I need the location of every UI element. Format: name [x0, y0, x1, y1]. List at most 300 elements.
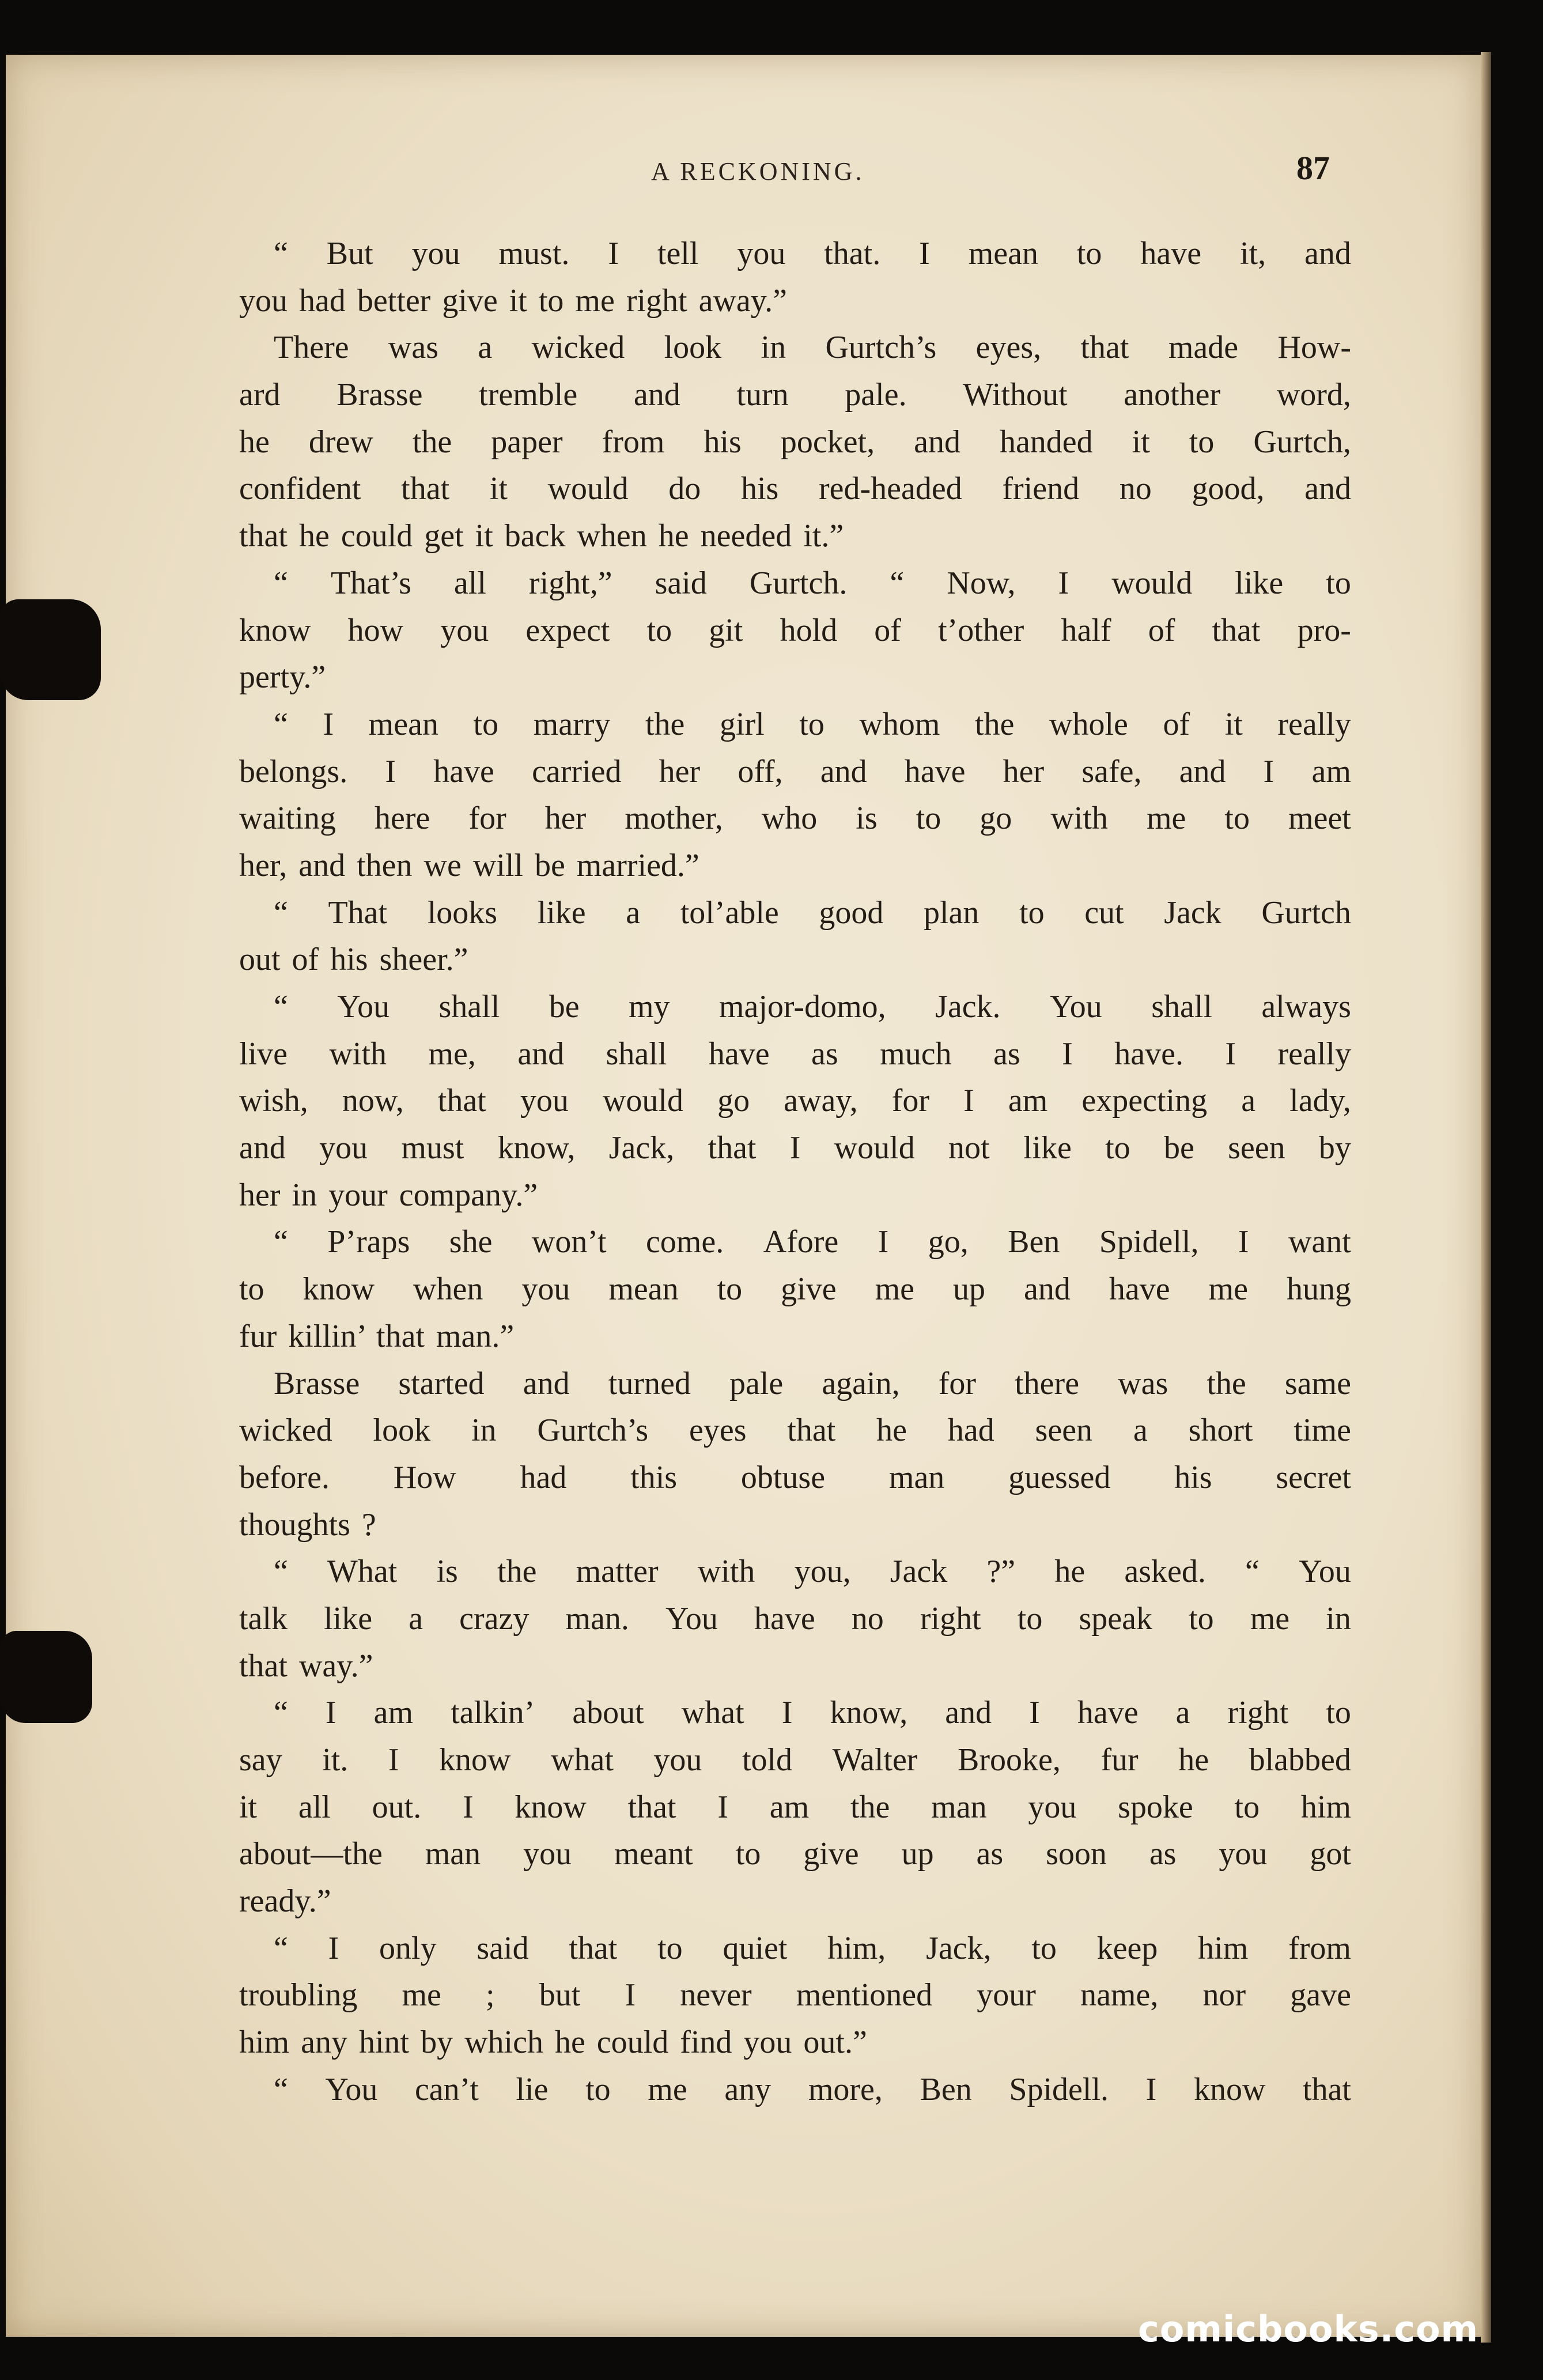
text-line-content: her in your company.” — [239, 1177, 538, 1213]
word: I — [385, 753, 396, 789]
word: a — [1133, 1412, 1148, 1449]
text-line — [239, 1690, 1351, 1737]
word: as — [993, 1036, 1020, 1072]
text-line-content: her, and then we will be married.” — [239, 847, 699, 883]
body-text — [239, 231, 1351, 2114]
word: git — [709, 612, 743, 648]
word: in — [1326, 1600, 1351, 1637]
word: this — [630, 1459, 678, 1495]
word: shall — [606, 1036, 667, 1072]
binding-hole-top — [0, 599, 101, 700]
word: hung — [1287, 1271, 1351, 1308]
word: that — [401, 471, 450, 507]
word: tol’able — [680, 894, 779, 931]
word: said — [476, 1930, 529, 1966]
word: belongs. — [239, 753, 348, 789]
word: and — [517, 1036, 565, 1072]
word: eyes, — [975, 330, 1042, 366]
word: girl — [719, 706, 765, 742]
word: cut — [1084, 894, 1124, 931]
text-line — [239, 843, 1351, 890]
word: Brooke, — [957, 1742, 1061, 1778]
word: would — [1111, 565, 1193, 601]
word: won’t — [531, 1224, 607, 1260]
word: have — [754, 1600, 815, 1637]
word: all — [453, 565, 486, 601]
text-line — [239, 2067, 1351, 2114]
word: he — [876, 1412, 907, 1449]
text-line — [239, 1548, 1351, 1596]
word: am — [769, 1789, 810, 1825]
word: and — [820, 753, 867, 789]
word: Brasse — [336, 377, 423, 413]
text-line-content: that way.” — [239, 1648, 373, 1684]
word: know — [439, 1742, 511, 1778]
text-line — [239, 1925, 1351, 1973]
text-line — [239, 890, 1351, 937]
text-line — [239, 1502, 1351, 1549]
word: There — [274, 330, 349, 366]
word: lady, — [1289, 1083, 1351, 1119]
word: that. — [824, 236, 881, 271]
word: Brasse — [274, 1365, 360, 1401]
word: and — [523, 1365, 570, 1401]
word: pro- — [1297, 612, 1351, 648]
word: have — [1077, 1695, 1139, 1731]
word: that — [437, 1083, 486, 1119]
word: mean — [968, 236, 1038, 271]
word: P’raps — [327, 1224, 410, 1260]
text-line — [239, 936, 1351, 984]
word: now, — [342, 1083, 404, 1119]
word: out. — [372, 1789, 422, 1825]
word: really — [1277, 706, 1351, 742]
word: his — [740, 471, 779, 507]
word: “ — [274, 1554, 288, 1590]
word: shall — [1151, 989, 1212, 1025]
word: You — [1049, 989, 1102, 1025]
text-line — [239, 1266, 1351, 1313]
text-line — [239, 1361, 1351, 1408]
word: any — [724, 2071, 772, 2107]
word: to — [1105, 1130, 1130, 1166]
word: I — [717, 1789, 729, 1825]
word: what — [681, 1695, 744, 1731]
word: me, — [428, 1036, 476, 1072]
word: and — [1024, 1271, 1071, 1308]
word: same — [1284, 1365, 1351, 1401]
word: Jack. — [935, 989, 1001, 1025]
word: really — [1277, 1036, 1351, 1072]
word: me — [1146, 800, 1186, 837]
word: to — [239, 1271, 264, 1308]
word: man — [425, 1836, 481, 1872]
word: am — [1008, 1083, 1048, 1119]
word: Jack, — [926, 1930, 992, 1966]
word: keep — [1096, 1930, 1158, 1966]
word: pale — [729, 1365, 784, 1401]
word: hold — [780, 612, 838, 648]
word: “ — [1245, 1554, 1260, 1590]
word: made — [1168, 330, 1239, 366]
word: I — [919, 236, 930, 271]
word: know — [302, 1271, 375, 1308]
word: how — [347, 612, 404, 648]
word: “ — [274, 236, 288, 271]
word: of — [1163, 706, 1190, 742]
word: you — [737, 236, 786, 271]
word: to — [1031, 1930, 1057, 1966]
word: is — [436, 1554, 458, 1590]
word: have. — [1114, 1036, 1183, 1072]
word: Gurtch’s — [825, 330, 937, 366]
word: him, — [827, 1930, 886, 1966]
word: like — [537, 894, 586, 931]
word: Afore — [763, 1224, 839, 1260]
word: with — [697, 1554, 755, 1590]
word: her — [1003, 753, 1045, 789]
word: to — [1224, 800, 1250, 837]
word: the — [850, 1789, 890, 1825]
word: go — [979, 800, 1012, 837]
page-number: 87 — [1296, 149, 1330, 187]
word: when — [413, 1271, 483, 1308]
word: wish, — [239, 1083, 308, 1119]
word: am — [1311, 753, 1351, 789]
word: must. — [498, 236, 570, 271]
word: to — [1019, 894, 1045, 931]
word: you — [319, 1130, 368, 1166]
word: You — [325, 2071, 378, 2107]
word: red-headed — [818, 471, 962, 507]
word: “ — [274, 1695, 288, 1731]
word: much — [880, 1036, 952, 1072]
word: pocket, — [780, 424, 875, 460]
word: Gurtch — [1261, 894, 1351, 931]
word: a — [1175, 1695, 1190, 1731]
word: a — [409, 1600, 423, 1637]
word: to — [799, 706, 825, 742]
word: talk — [239, 1600, 288, 1637]
word: like — [1235, 565, 1284, 601]
word: Jack, — [608, 1130, 675, 1166]
text-line — [239, 1643, 1351, 1690]
word: it, — [1239, 236, 1266, 271]
binding-hole-bottom — [0, 1631, 92, 1723]
word: must — [401, 1130, 464, 1166]
running-header: A RECKONING. — [651, 157, 865, 186]
word: want — [1288, 1224, 1351, 1260]
word: your — [977, 1977, 1036, 2013]
word: again, — [822, 1365, 900, 1401]
word: Walter — [832, 1742, 918, 1778]
word: man — [888, 1459, 945, 1495]
word: I — [781, 1695, 793, 1731]
word: in — [761, 330, 786, 366]
word: give — [803, 1836, 859, 1872]
word: no — [1119, 471, 1152, 507]
text-line — [239, 1455, 1351, 1502]
word: How — [393, 1459, 456, 1495]
word: I — [608, 236, 619, 271]
word: my — [628, 989, 670, 1025]
word: know — [515, 1789, 587, 1825]
word: you — [1028, 1789, 1077, 1825]
text-line — [239, 2019, 1351, 2067]
word: it — [1224, 706, 1243, 742]
word: I — [1145, 2071, 1157, 2107]
word: I — [1029, 1695, 1040, 1731]
word: I — [325, 1695, 336, 1731]
word: always — [1261, 989, 1351, 1025]
word: go — [717, 1083, 750, 1119]
word: as — [1149, 1836, 1177, 1872]
word: up — [953, 1271, 985, 1308]
word: That — [328, 894, 388, 931]
text-line — [239, 278, 1351, 325]
word: to — [1326, 1695, 1351, 1731]
word: major-domo, — [718, 989, 886, 1025]
text-line — [239, 466, 1351, 513]
word: looks — [427, 894, 498, 931]
text-line-content: fur killin’ that man.” — [239, 1318, 515, 1354]
word: me — [648, 2071, 687, 2107]
word: man. — [565, 1600, 629, 1637]
text-line — [239, 1125, 1351, 1172]
word: tremble — [479, 377, 578, 413]
word: You — [665, 1600, 718, 1637]
word: he — [1054, 1554, 1086, 1590]
word: for — [938, 1365, 977, 1401]
word: to — [1076, 236, 1102, 271]
word: from — [602, 424, 665, 460]
text-line — [239, 607, 1351, 655]
word: to — [473, 706, 499, 742]
word: before. — [239, 1459, 330, 1495]
word: to — [1234, 1789, 1260, 1825]
word: mentioned — [796, 1977, 933, 2013]
word: to — [735, 1836, 761, 1872]
word: Ben — [1008, 1224, 1060, 1260]
word: go, — [928, 1224, 969, 1260]
word: not — [948, 1130, 990, 1166]
word: but — [539, 1977, 581, 2013]
word: say — [239, 1742, 282, 1778]
word: have — [433, 753, 494, 789]
word: give — [781, 1271, 837, 1308]
word: you — [523, 1836, 572, 1872]
word: I — [789, 1130, 801, 1166]
word: I — [878, 1224, 889, 1260]
word: blabbed — [1249, 1742, 1351, 1778]
word: Now, — [947, 565, 1016, 601]
text-line — [239, 513, 1351, 560]
word: no — [851, 1600, 884, 1637]
word: “ — [274, 894, 288, 931]
word: obtuse — [740, 1459, 826, 1495]
text-line — [239, 984, 1351, 1031]
word: asked. — [1124, 1554, 1206, 1590]
word: like — [1023, 1130, 1072, 1166]
word: drew — [308, 424, 373, 460]
word: was — [1118, 1365, 1168, 1401]
text-line-content: perty.” — [239, 659, 326, 696]
word: all — [298, 1789, 331, 1825]
word: about—the — [239, 1836, 383, 1872]
word: expecting — [1081, 1083, 1208, 1119]
word: have — [1109, 1271, 1170, 1308]
word: and — [633, 377, 680, 413]
word: and — [1304, 471, 1351, 507]
word: mean — [608, 1271, 679, 1308]
word: to — [657, 1930, 683, 1966]
word: his — [1174, 1459, 1212, 1495]
word: he — [239, 424, 270, 460]
word: Without — [963, 377, 1068, 413]
word: meet — [1288, 800, 1351, 837]
text-line — [239, 1596, 1351, 1643]
word: to — [585, 2071, 611, 2107]
word: live — [239, 1036, 288, 1072]
word: “ — [274, 989, 288, 1025]
word: Ben — [920, 2071, 972, 2107]
word: plan — [924, 894, 979, 931]
word: she — [449, 1224, 493, 1260]
word: seen — [1228, 1130, 1285, 1166]
word: I — [963, 1083, 974, 1119]
word: Spidell. — [1009, 2071, 1109, 2107]
word: whom — [859, 706, 940, 742]
word: it — [489, 471, 508, 507]
word: have — [904, 753, 966, 789]
text-line — [239, 231, 1351, 278]
text-line — [239, 1219, 1351, 1266]
word: to — [717, 1271, 743, 1308]
word: me — [875, 1271, 914, 1308]
word: ; — [486, 1977, 495, 2013]
word: the — [1207, 1365, 1246, 1401]
text-line — [239, 1737, 1351, 1784]
text-line — [239, 372, 1351, 419]
word: man — [931, 1789, 987, 1825]
text-line — [239, 1784, 1351, 1831]
word: “ — [890, 565, 905, 601]
text-line-content: ready.” — [239, 1883, 331, 1920]
word: That’s — [330, 565, 411, 601]
watermark: comicbooks.com — [1138, 2308, 1479, 2350]
word: a — [1241, 1083, 1256, 1119]
word: only — [379, 1930, 437, 1966]
word: right,” — [528, 565, 612, 601]
text-line — [239, 1031, 1351, 1078]
word: talkin’ — [451, 1695, 535, 1731]
word: a — [478, 330, 493, 366]
word: as — [976, 1836, 1004, 1872]
word: for — [891, 1083, 930, 1119]
word: I — [1058, 565, 1069, 601]
word: mother, — [625, 800, 723, 837]
word: said — [655, 565, 707, 601]
word: “ — [274, 1224, 288, 1260]
word: can’t — [414, 2071, 479, 2107]
word: have — [1140, 236, 1202, 271]
word: had — [520, 1459, 567, 1495]
word: ard — [239, 377, 281, 413]
word: Spidell, — [1099, 1224, 1199, 1260]
word: what — [551, 1742, 614, 1778]
word: was — [388, 330, 439, 366]
word: gave — [1290, 1977, 1351, 2013]
word: right — [920, 1600, 981, 1637]
word: with — [329, 1036, 387, 1072]
word: wicked — [531, 330, 625, 366]
word: that — [787, 1412, 836, 1449]
word: the — [975, 706, 1015, 742]
word: here — [375, 800, 430, 837]
word: pale. — [845, 377, 907, 413]
word: him — [1198, 1930, 1249, 1966]
text-line-content: thoughts ? — [239, 1506, 376, 1543]
word: know — [1193, 2071, 1266, 2107]
word: Jack — [890, 1554, 948, 1590]
word: you — [521, 1271, 570, 1308]
word: to — [646, 612, 672, 648]
text-line — [239, 701, 1351, 749]
word: shall — [438, 989, 500, 1025]
word: it — [1132, 424, 1150, 460]
text-line — [239, 1172, 1351, 1219]
word: “ — [274, 2071, 288, 2107]
word: half — [1061, 612, 1111, 648]
word: turn — [736, 377, 789, 413]
word: from — [1288, 1930, 1351, 1966]
page-edge — [1481, 52, 1491, 2343]
text-line — [239, 324, 1351, 372]
word: you — [1219, 1836, 1268, 1872]
word: good, — [1192, 471, 1265, 507]
word: have — [708, 1036, 770, 1072]
word: t’other — [938, 612, 1024, 648]
word: good — [819, 894, 884, 931]
word: name, — [1080, 1977, 1159, 2013]
word: that — [627, 1789, 676, 1825]
word: be — [1163, 1130, 1194, 1166]
word: the — [412, 424, 452, 460]
text-line-content: that he could get it back when he needed it.” — [239, 518, 844, 554]
word: Gurtch. — [749, 565, 848, 601]
word: never — [680, 1977, 752, 2013]
word: ?” — [986, 1554, 1016, 1590]
word: do — [668, 471, 701, 507]
word: Jack — [1164, 894, 1221, 931]
word: by — [1318, 1130, 1351, 1166]
text-line — [239, 560, 1351, 607]
word: her — [659, 753, 701, 789]
word: you — [440, 612, 489, 648]
word: waiting — [239, 800, 336, 837]
word: there — [1015, 1365, 1080, 1401]
word: look — [373, 1412, 431, 1449]
word: would — [602, 1083, 683, 1119]
word: What — [327, 1554, 398, 1590]
word: that — [1303, 2071, 1351, 2107]
text-line — [239, 1878, 1351, 1925]
text-line — [239, 1972, 1351, 2019]
word: Gurtch, — [1253, 424, 1351, 460]
word: I — [328, 1930, 339, 1966]
word: “ — [274, 706, 288, 742]
word: word, — [1276, 377, 1351, 413]
